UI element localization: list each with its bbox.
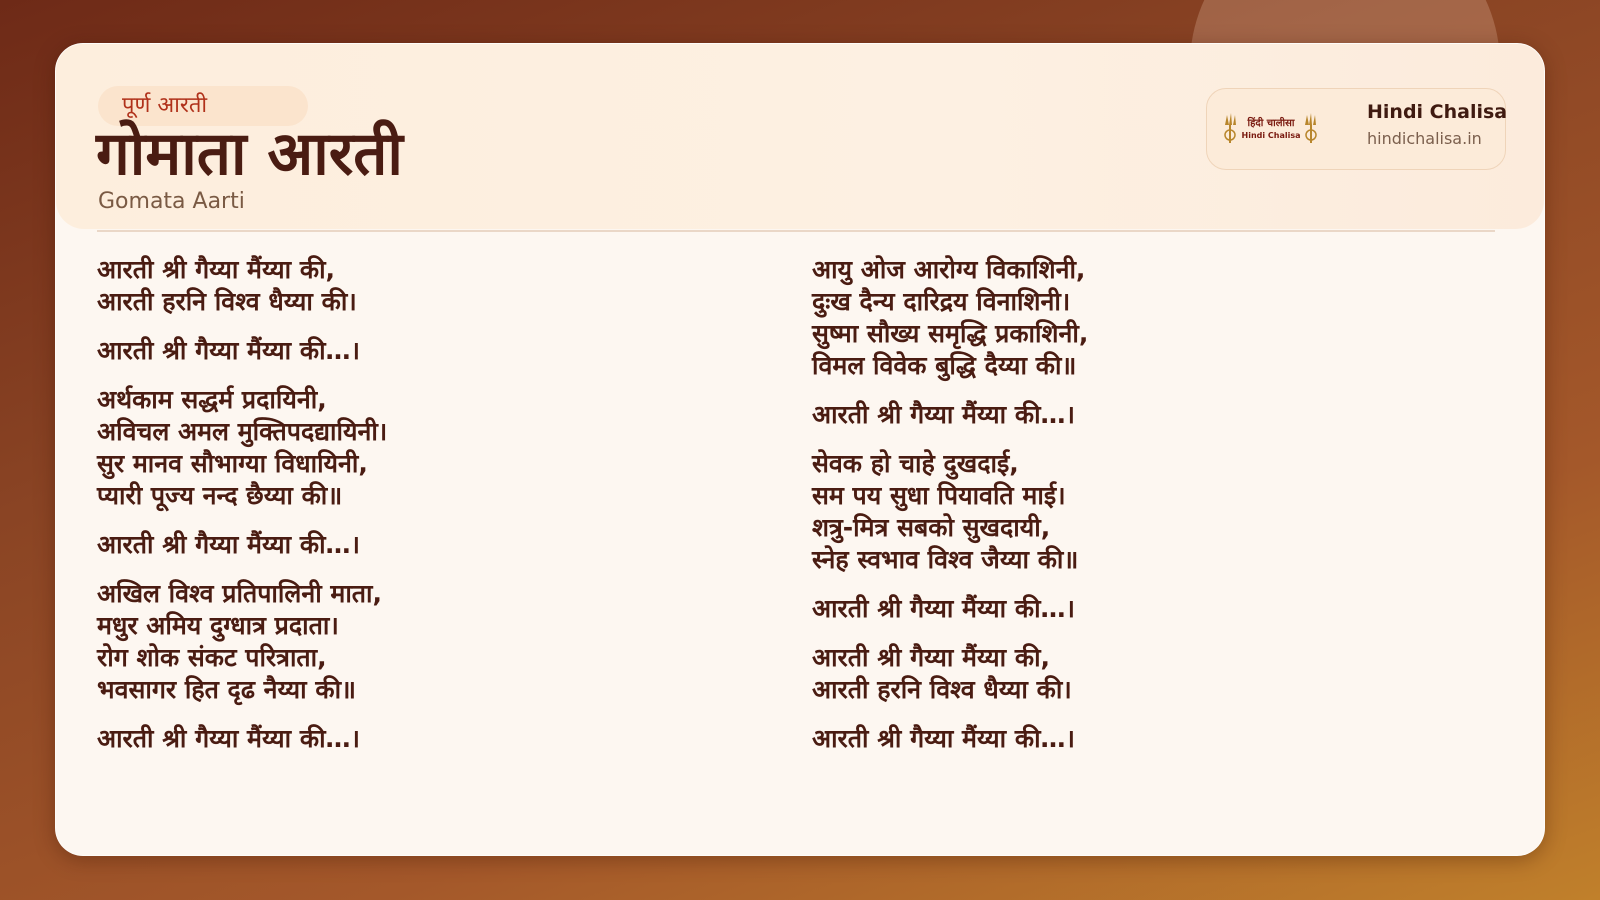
stanza [97, 384, 737, 512]
lyric-line: अर्थकाम सद्धर्म प्रदायिनी, [97, 385, 327, 414]
category-badge: पूर्ण आरती [98, 86, 308, 126]
stanza [97, 335, 737, 367]
lyric-line: आरती श्री गैय्या मैंय्या की…। [812, 594, 1076, 623]
lyric-line: आयु ओज आरोग्य विकाशिनी, [812, 255, 1086, 284]
stanza [812, 399, 1492, 431]
lyric-line: रोग शोक संकट परित्राता, [97, 643, 327, 672]
stanza [812, 593, 1492, 625]
brand-logo-icon [1223, 111, 1319, 147]
brand-logo-text-en: Hindi Chalisa [1241, 131, 1301, 140]
lyric-line: स्नेह स्वभाव विश्व जैय्या की॥ [812, 545, 1079, 574]
brand-url[interactable]: hindichalisa.in [1367, 129, 1482, 148]
aarti-card [55, 43, 1545, 856]
page-title: गोमाता आरती [96, 119, 403, 189]
stanza [97, 723, 737, 755]
stanza [812, 448, 1492, 576]
lyric-line: आरती श्री गैय्या मैंय्या की, [812, 643, 1051, 672]
stanza [812, 642, 1492, 706]
lyric-line: सम पय सुधा पियावति माई। [812, 481, 1066, 510]
lyric-line: आरती हरनि विश्व धैय्या की। [97, 287, 357, 316]
lyric-line: आरती श्री गैय्या मैंय्या की…। [97, 724, 361, 753]
lyric-line: मधुर अमिय दुग्धात्र प्रदाता। [97, 611, 339, 640]
lyric-line: सुर मानव सौभाग्या विधायिनी, [97, 449, 368, 478]
lyric-line: विमल विवेक बुद्धि दैय्या की॥ [812, 351, 1077, 380]
stanza [97, 529, 737, 561]
stanza [97, 578, 737, 706]
stanza [97, 254, 737, 318]
header-divider [97, 230, 1495, 232]
brand-name: Hindi Chalisa [1367, 101, 1508, 123]
lyric-line: आरती श्री गैय्या मैंय्या की, [97, 255, 336, 284]
lyric-line: सेवक हो चाहे दुखदाई, [812, 449, 1019, 478]
lyric-line: सुष्मा सौख्य समृद्धि प्रकाशिनी, [812, 319, 1089, 348]
lyric-line: आरती श्री गैय्या मैंय्या की…। [97, 530, 361, 559]
brand-box[interactable] [1206, 88, 1506, 170]
lyric-line: प्यारी पूज्य नन्द छैय्या की॥ [97, 481, 343, 510]
lyric-line: दुःख दैन्य दारिद्रय विनाशिनी। [812, 287, 1071, 316]
lyric-line: आरती हरनि विश्व धैय्या की। [812, 675, 1072, 704]
stanza [812, 254, 1492, 382]
lyric-line: शत्रु-मित्र सबको सुखदायी, [812, 513, 1051, 542]
brand-logo-text-hi: हिंदी चालीसा [1247, 118, 1295, 129]
lyric-line: आरती श्री गैय्या मैंय्या की…। [812, 400, 1076, 429]
lyrics-right-column [812, 254, 1492, 772]
lyric-line: भवसागर हित दृढ नैय्या की॥ [97, 675, 357, 704]
page-subtitle: Gomata Aarti [98, 189, 245, 214]
lyrics-left-column [97, 254, 737, 772]
card-header [56, 44, 1544, 229]
lyric-line: आरती श्री गैय्या मैंय्या की…। [812, 724, 1076, 753]
lyric-line: अविचल अमल मुक्तिपदद्यायिनी। [97, 417, 388, 446]
stanza [812, 723, 1492, 755]
lyric-line: अखिल विश्व प्रतिपालिनी माता, [97, 579, 383, 608]
lyric-line: आरती श्री गैय्या मैंय्या की…। [97, 336, 361, 365]
